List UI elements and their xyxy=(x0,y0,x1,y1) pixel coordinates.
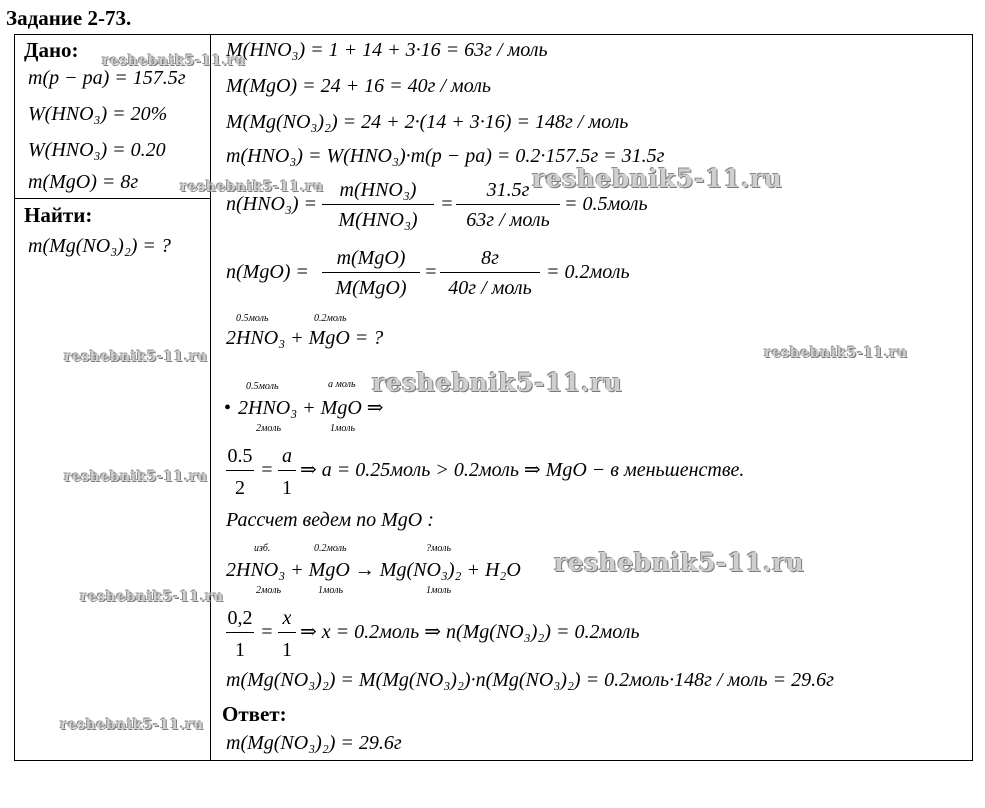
watermark: reshebnik5-11.ru xyxy=(102,53,246,69)
fraction-denominator: M(HNO₃) xyxy=(338,209,418,231)
fraction-bar xyxy=(456,204,560,205)
fraction-numerator: 31.5г xyxy=(486,179,530,201)
fraction-denominator: 1 xyxy=(282,639,292,661)
watermark: reshebnik5-11.ru xyxy=(60,717,204,733)
reaction-annotation: 1моль xyxy=(426,585,452,596)
n-hno3-result: = 0.5моль xyxy=(564,193,648,215)
equals-sign: = xyxy=(260,459,274,481)
column-divider xyxy=(210,34,211,761)
fraction-numerator: m(MgO) xyxy=(336,247,406,269)
molar-mass-mgo: M(MgO) = 24 + 16 = 40г / моль xyxy=(226,75,492,97)
equals-sign: = xyxy=(424,261,438,283)
molar-mass-hno3: M(HNO₃) = 1 + 14 + 3·16 = 63г / моль xyxy=(226,39,548,61)
proportion-conclusion: ⇒ a = 0.25моль > 0.2моль ⇒ MgO − в меньшенстве. xyxy=(300,459,745,481)
given-heading: Дано: xyxy=(24,38,79,62)
answer-heading: Ответ: xyxy=(222,702,287,726)
reaction-annotation: изб. xyxy=(254,543,271,554)
reaction-annotation: 0.5моль xyxy=(236,313,269,324)
n-mgo-lhs: n(MgO) = xyxy=(226,261,309,283)
fraction-numerator: 0.5 xyxy=(227,445,253,467)
fraction-numerator: a xyxy=(282,445,292,467)
bullet: • xyxy=(224,397,232,419)
reaction-annotation: a моль xyxy=(328,379,356,390)
fraction-bar xyxy=(440,272,540,273)
fraction-bar xyxy=(226,632,254,633)
reaction-annotation: 0.5моль xyxy=(246,381,279,392)
reaction-annotation: 1моль xyxy=(318,585,344,596)
n-hno3-lhs: n(HNO₃) = xyxy=(226,193,317,215)
given-item: W(HNO₃) = 20% xyxy=(28,103,168,125)
task-title: Задание 2-73. xyxy=(6,6,132,30)
reaction-annotation: 2моль xyxy=(256,585,282,596)
find-heading: Найти: xyxy=(24,203,93,227)
fraction-bar xyxy=(322,204,434,205)
watermark: reshebnik5-11.ru xyxy=(372,368,623,397)
reaction-equation: 2HNO₃ + MgO ⇒ xyxy=(238,397,384,419)
watermark: reshebnik5-11.ru xyxy=(80,589,224,605)
watermark: reshebnik5-11.ru xyxy=(64,469,208,485)
answer-value: m(Mg(NO₃)₂) = 29.6г xyxy=(226,732,402,754)
fraction-bar xyxy=(278,470,296,471)
proportion-conclusion: ⇒ x = 0.2моль ⇒ n(Mg(NO₃)₂) = 0.2моль xyxy=(300,621,640,643)
n-mgo-result: = 0.2моль xyxy=(546,261,630,283)
given-item: m(p − pa) = 157.5г xyxy=(28,67,186,89)
fraction-bar xyxy=(278,632,296,633)
reaction-annotation: ?моль xyxy=(426,543,452,554)
given-find-divider xyxy=(14,198,211,199)
fraction-denominator: 1 xyxy=(235,639,245,661)
fraction-numerator: 0,2 xyxy=(227,607,253,629)
find-item: m(Mg(NO₃)₂) = ? xyxy=(28,235,171,257)
fraction-denominator: 40г / моль xyxy=(448,277,532,299)
reaction-annotation: 2моль xyxy=(256,423,282,434)
equals-sign: = xyxy=(440,193,454,215)
fraction-denominator: 1 xyxy=(282,477,292,499)
fraction-numerator: m(HNO₃) xyxy=(339,179,417,201)
given-item: m(MgO) = 8г xyxy=(28,171,139,193)
fraction-numerator: x xyxy=(282,607,292,629)
reaction-annotation: 1моль xyxy=(330,423,356,434)
watermark: reshebnik5-11.ru xyxy=(532,164,783,193)
fraction-denominator: 2 xyxy=(235,477,245,499)
calculation-note: Рассчет ведем по MgO : xyxy=(226,509,434,531)
fraction-numerator: 8г xyxy=(481,247,499,269)
watermark: reshebnik5-11.ru xyxy=(180,179,324,195)
mass-mgno32: m(Mg(NO₃)₂) = M(Mg(NO₃)₂)·n(Mg(NO₃)₂) = 0.2моль·148г / моль = 29.6г xyxy=(226,669,834,691)
fraction-denominator: 63г / моль xyxy=(466,209,550,231)
reaction-annotation: 0.2моль xyxy=(314,543,347,554)
reaction-equation: 2HNO₃ + MgO → Mg(NO₃)₂ + H₂O xyxy=(226,559,521,581)
molar-mass-mgno32: M(Mg(NO₃)₂) = 24 + 2·(14 + 3·16) = 148г / моль xyxy=(226,111,629,133)
mass-hno3: m(HNO₃) = W(HNO₃)·m(p − pa) = 0.2·157.5г = 31.5г xyxy=(226,145,665,167)
watermark: reshebnik5-11.ru xyxy=(764,345,908,361)
fraction-denominator: M(MgO) xyxy=(335,277,407,299)
reaction-annotation: 0.2моль xyxy=(314,313,347,324)
equals-sign: = xyxy=(260,621,274,643)
given-item: W(HNO₃) = 0.20 xyxy=(28,139,166,161)
fraction-bar xyxy=(226,470,254,471)
watermark: reshebnik5-11.ru xyxy=(554,548,805,577)
fraction-bar xyxy=(322,272,420,273)
watermark: reshebnik5-11.ru xyxy=(64,349,208,365)
reaction-equation: 2HNO₃ + MgO = ? xyxy=(226,327,384,349)
